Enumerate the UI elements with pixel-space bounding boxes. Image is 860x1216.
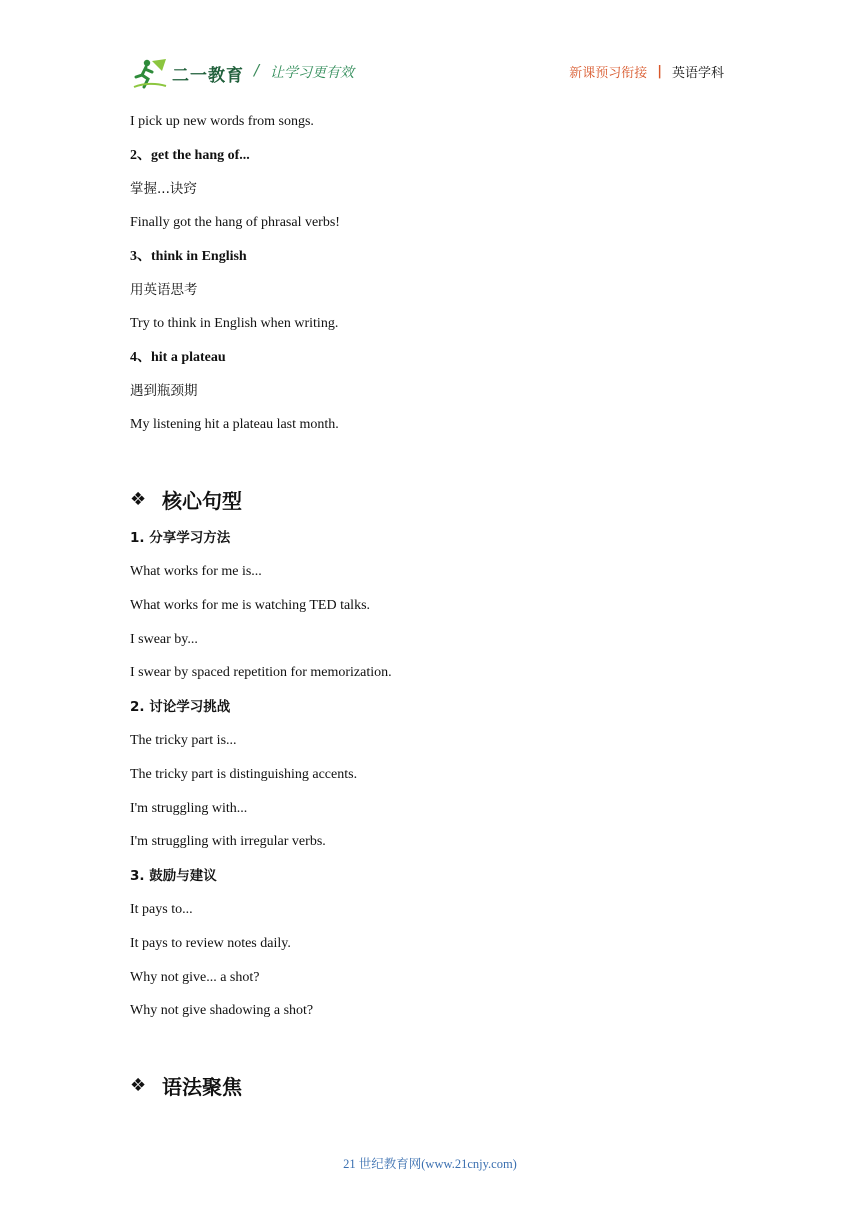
sentence-example: Why not give shadowing a shot? bbox=[130, 1003, 314, 1018]
phrase-meaning: 遇到瓶颈期 bbox=[130, 383, 198, 399]
sentence-example: I swear by spaced repetition for memorization. bbox=[130, 665, 392, 680]
phrase-title: 2、get the hang of... bbox=[130, 148, 250, 163]
section-heading-grammar bbox=[130, 1071, 242, 1100]
sentence-example: I'm struggling with irregular verbs. bbox=[130, 834, 326, 849]
sentence-example: What works for me is watching TED talks. bbox=[130, 598, 371, 613]
sentence-pattern: Why not give... a shot? bbox=[130, 970, 260, 985]
subject-label: 英语学科 bbox=[671, 66, 724, 81]
course-label: 新课预习衔接 bbox=[569, 66, 648, 81]
sentence-pattern: It pays to... bbox=[130, 902, 193, 917]
sentence-pattern: I swear by... bbox=[130, 632, 198, 647]
page-footer: 21 世纪教育网(www.21cnjy.com) bbox=[343, 1157, 517, 1171]
phrase-meaning: 掌握...诀窍 bbox=[130, 181, 197, 197]
diamond-bullet-icon: ❖ bbox=[130, 489, 147, 510]
logo-text: 二一教育 bbox=[172, 65, 244, 86]
slogan: 让学习更有效 bbox=[270, 65, 354, 81]
group-title: 2. 讨论学习挑战 bbox=[130, 699, 231, 715]
section-title: 语法聚焦 bbox=[162, 1075, 242, 1099]
section-title: 核心句型 bbox=[162, 489, 242, 513]
phrase-example: Finally got the hang of phrasal verbs! bbox=[130, 215, 340, 230]
section-heading-core bbox=[130, 485, 242, 514]
phrase-title: 4、hit a plateau bbox=[130, 350, 226, 365]
slogan-separator: / bbox=[254, 61, 260, 79]
phrase-meaning: 用英语思考 bbox=[130, 282, 198, 298]
sentence-example: The tricky part is distinguishing accents. bbox=[130, 767, 358, 782]
diamond-bullet-icon: ❖ bbox=[130, 1075, 147, 1096]
phrase-title: 3、think in English bbox=[130, 249, 247, 264]
phrase-example: My listening hit a plateau last month. bbox=[130, 417, 339, 432]
group-title: 1. 分享学习方法 bbox=[130, 530, 231, 546]
group-title: 3. 鼓励与建议 bbox=[130, 868, 217, 884]
phrase-example: Try to think in English when writing. bbox=[130, 316, 339, 331]
runner-logo-icon bbox=[132, 57, 168, 89]
logo bbox=[132, 56, 244, 90]
sentence-pattern: I'm struggling with... bbox=[130, 801, 248, 816]
header-divider: | bbox=[657, 64, 662, 79]
page-header bbox=[0, 0, 860, 100]
header-right bbox=[569, 62, 724, 81]
phrase-example: I pick up new words from songs. bbox=[130, 114, 314, 129]
sentence-pattern: What works for me is... bbox=[130, 564, 262, 579]
sentence-example: It pays to review notes daily. bbox=[130, 936, 291, 951]
sentence-pattern: The tricky part is... bbox=[130, 733, 237, 748]
